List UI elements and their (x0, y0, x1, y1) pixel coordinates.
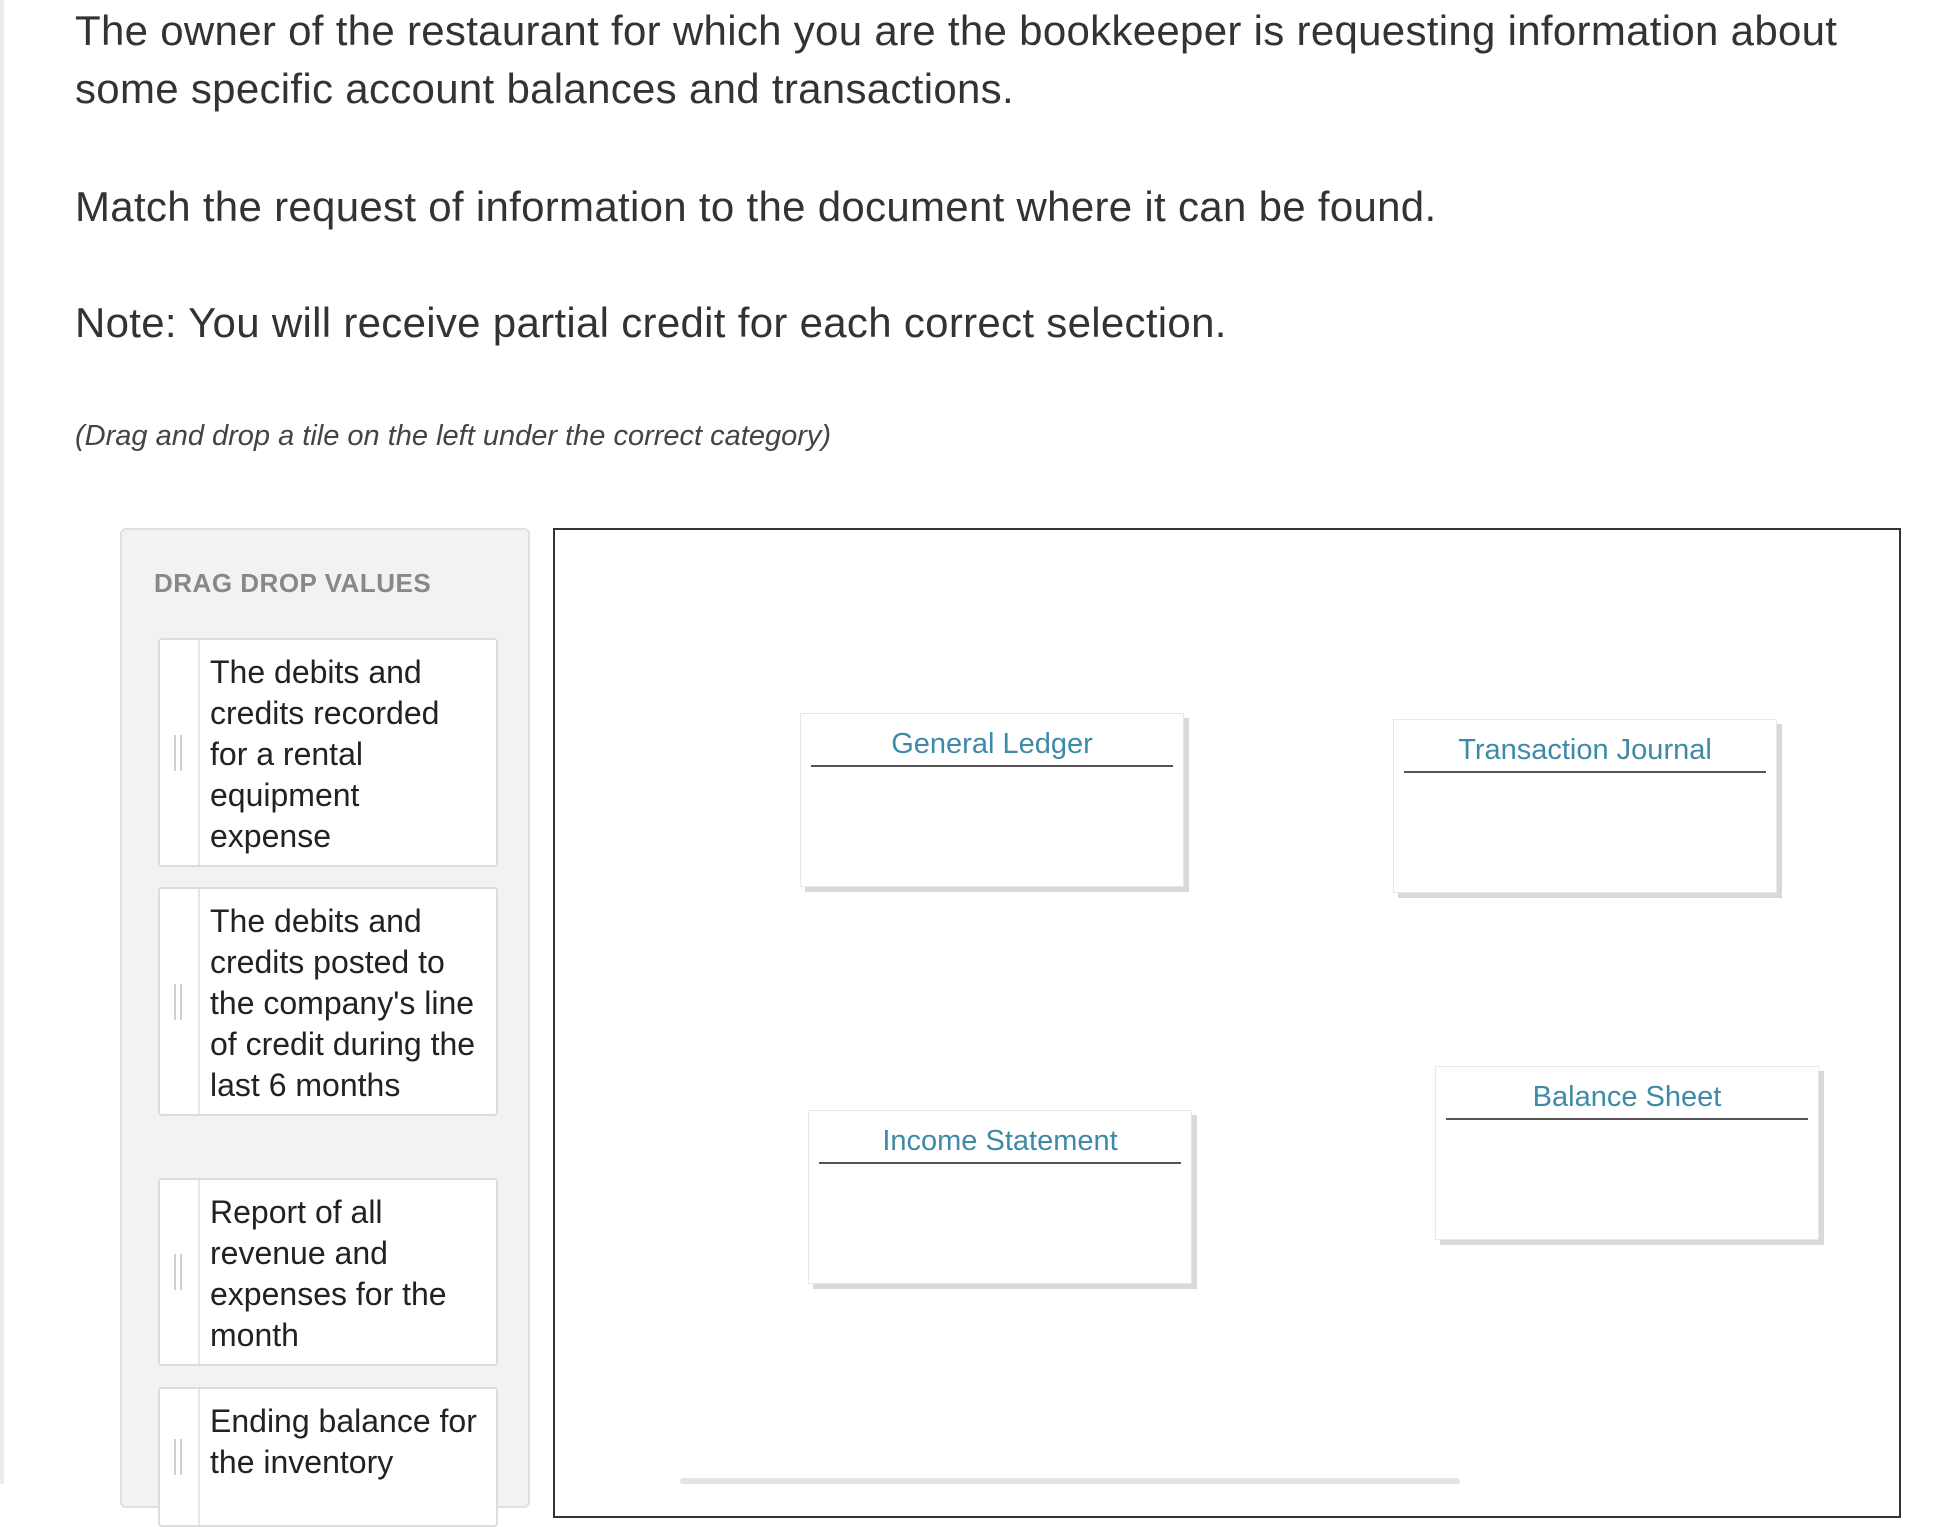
drag-handle-icon[interactable] (160, 1389, 200, 1525)
note-text: Note: You will receive partial credit for each correct selection. (75, 299, 1227, 346)
category-drop-area (553, 528, 1901, 1518)
drag-handle-icon[interactable] (160, 640, 200, 865)
category-title: Income Statement (819, 1125, 1181, 1164)
drag-drop-values-panel (120, 528, 530, 1508)
drag-tile-revenue-expenses[interactable] (158, 1178, 498, 1366)
drag-hint: (Drag and drop a tile on the left under the correct category) (75, 420, 832, 452)
tile-label: The debits and credits posted to the company's line of credit during the last 6 months (210, 903, 476, 1103)
intro-text: The owner of the restaurant for which you are the bookkeeper is requesting information about some specific account balances and transactions. (75, 7, 1838, 112)
tile-label: Report of all revenue and expenses for the month (210, 1194, 447, 1353)
drop-zone-general-ledger[interactable] (800, 713, 1184, 887)
category-title: Balance Sheet (1446, 1081, 1808, 1120)
drag-handle-icon[interactable] (160, 889, 200, 1114)
tile-label: Ending balance for the inventory (210, 1403, 477, 1480)
drag-tile-line-of-credit[interactable] (158, 887, 498, 1116)
drop-zone-income-statement[interactable] (808, 1110, 1192, 1284)
tile-label: The debits and credits recorded for a rental equipment expense (210, 654, 440, 854)
category-title: Transaction Journal (1404, 734, 1766, 773)
drop-zone-balance-sheet[interactable] (1435, 1066, 1819, 1240)
drag-tile-rental-equipment[interactable] (158, 638, 498, 867)
scroll-shadow (680, 1478, 1460, 1484)
task-text: Match the request of information to the document where it can be found. (75, 183, 1437, 230)
drag-tile-inventory-balance[interactable] (158, 1387, 498, 1527)
drag-handle-icon[interactable] (160, 1180, 200, 1364)
drag-drop-values-title: DRAG DROP VALUES (154, 568, 432, 598)
left-border (0, 0, 4, 1484)
drop-zone-transaction-journal[interactable] (1393, 719, 1777, 893)
category-title: General Ledger (811, 728, 1173, 767)
